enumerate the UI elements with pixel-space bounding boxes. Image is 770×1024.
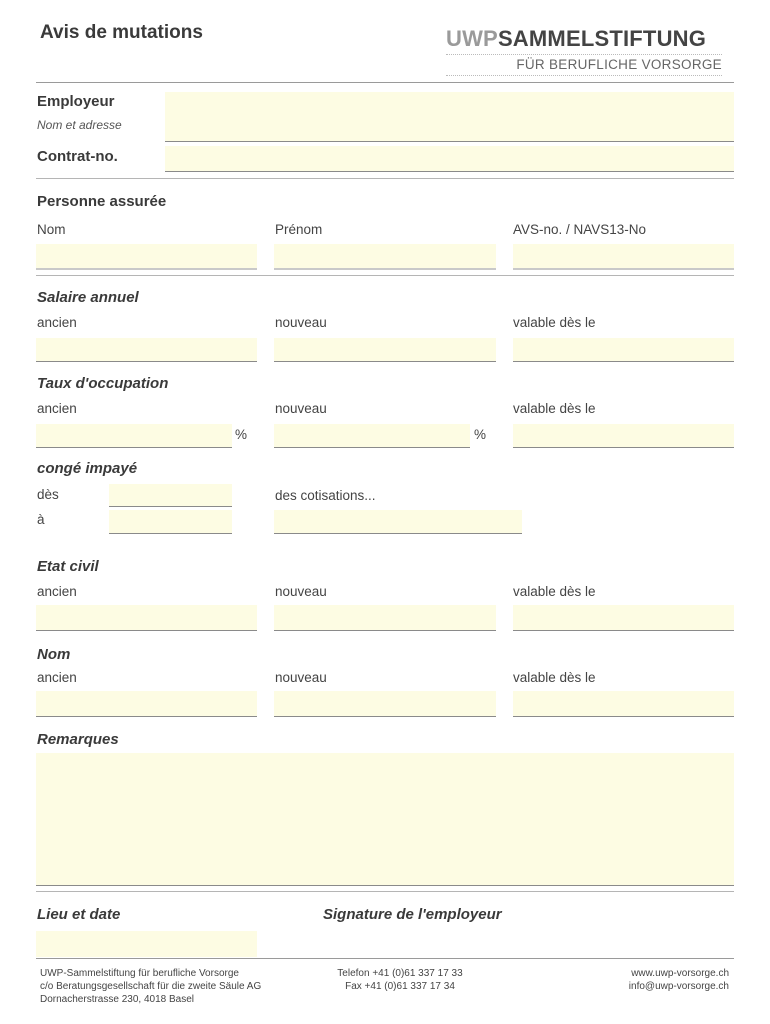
occupation-old-label: ancien: [37, 401, 77, 416]
insured-avs-label: AVS-no. / NAVS13-No: [513, 222, 647, 237]
civil-status-valid-label: valable dès le: [513, 584, 596, 599]
contract-number-field[interactable]: [165, 146, 734, 172]
occupation-new-field[interactable]: [274, 424, 470, 448]
unpaid-leave-to-label: à: [37, 512, 45, 527]
footer-fax: Fax +41 (0)61 337 17 34: [345, 981, 455, 992]
name-change-heading: Nom: [37, 646, 71, 663]
remarks-heading: Remarques: [37, 731, 119, 748]
footer-address: [40, 967, 261, 1006]
occupation-new-label: nouveau: [275, 401, 327, 416]
logo: [446, 26, 722, 76]
name-change-new-label: nouveau: [275, 670, 327, 685]
occupation-new-percent: %: [474, 427, 487, 442]
occupation-old-percent: %: [235, 427, 248, 442]
unpaid-leave-from-label: dès: [37, 487, 59, 502]
civil-status-new-field[interactable]: [274, 605, 496, 631]
place-date-field[interactable]: [36, 931, 257, 957]
footer-phone: Telefon +41 (0)61 337 17 33: [337, 968, 463, 979]
page-title: Avis de mutations: [40, 22, 203, 43]
salary-old-label: ancien: [37, 315, 77, 330]
contributions-field[interactable]: [274, 510, 522, 534]
header-rule: [36, 82, 734, 83]
civil-status-old-field[interactable]: [36, 605, 257, 631]
footer-contact: [629, 967, 729, 993]
insured-person-heading: Personne assurée: [37, 193, 167, 210]
employer-label: Employeur: [37, 93, 115, 110]
civil-status-heading: Etat civil: [37, 558, 99, 575]
civil-status-old-label: ancien: [37, 584, 77, 599]
name-change-old-field[interactable]: [36, 691, 257, 717]
civil-status-new-label: nouveau: [275, 584, 327, 599]
insured-name-label: Nom: [37, 222, 66, 237]
place-date-label: Lieu et date: [37, 906, 121, 923]
name-change-old-label: ancien: [37, 670, 77, 685]
occupation-valid-field[interactable]: [513, 424, 734, 448]
name-change-valid-label: valable dès le: [513, 670, 596, 685]
footer-address-line: UWP-Sammelstiftung für berufliche Vorsorge: [40, 968, 239, 979]
occupation-heading: Taux d'occupation: [37, 375, 169, 392]
salary-valid-label: valable dès le: [513, 315, 596, 330]
section-rule: [36, 891, 734, 892]
logo-main-text: SAMMELSTIFTUNG: [497, 26, 707, 51]
unpaid-leave-from-field[interactable]: [109, 484, 232, 507]
employer-signature-label: Signature de l'employeur: [323, 906, 502, 923]
insured-name-field[interactable]: [36, 244, 257, 270]
logo-wordmark: [446, 26, 722, 52]
salary-new-label: nouveau: [275, 315, 327, 330]
employer-name-address-field[interactable]: [165, 92, 734, 142]
unpaid-leave-heading: congé impayé: [37, 460, 138, 477]
logo-subtitle: FÜR BERUFLICHE VORSORGE: [516, 57, 722, 72]
name-change-valid-field[interactable]: [513, 691, 734, 717]
footer-rule: [36, 958, 734, 959]
footer-phone-fax: [335, 967, 465, 993]
employer-sublabel: Nom et adresse: [37, 118, 122, 132]
logo-prefix: UWP: [446, 26, 498, 51]
insured-avs-field[interactable]: [513, 244, 734, 270]
remarks-field[interactable]: [36, 753, 734, 886]
contract-label: Contrat-no.: [37, 148, 118, 165]
footer-address-line: Dornacherstrasse 230, 4018 Basel: [40, 994, 194, 1005]
section-rule: [36, 275, 734, 276]
footer-email-link[interactable]: info@uwp-vorsorge.ch: [628, 981, 729, 992]
section-rule: [36, 178, 734, 179]
footer-address-line: c/o Beratungsgesellschaft für die zweite Säule AG: [40, 981, 262, 992]
occupation-valid-label: valable dès le: [513, 401, 596, 416]
unpaid-leave-to-field[interactable]: [109, 510, 232, 534]
civil-status-valid-field[interactable]: [513, 605, 734, 631]
contributions-label: des cotisations...: [275, 488, 376, 503]
occupation-old-field[interactable]: [36, 424, 232, 448]
insured-firstname-label: Prénom: [275, 222, 323, 237]
logo-divider: [446, 54, 722, 55]
salary-heading: Salaire annuel: [37, 289, 139, 306]
salary-new-field[interactable]: [274, 338, 496, 362]
salary-valid-field[interactable]: [513, 338, 734, 362]
name-change-new-field[interactable]: [274, 691, 496, 717]
logo-divider: [446, 75, 722, 76]
footer-website-link[interactable]: www.uwp-vorsorge.ch: [631, 968, 729, 979]
salary-old-field[interactable]: [36, 338, 257, 362]
insured-firstname-field[interactable]: [274, 244, 496, 270]
